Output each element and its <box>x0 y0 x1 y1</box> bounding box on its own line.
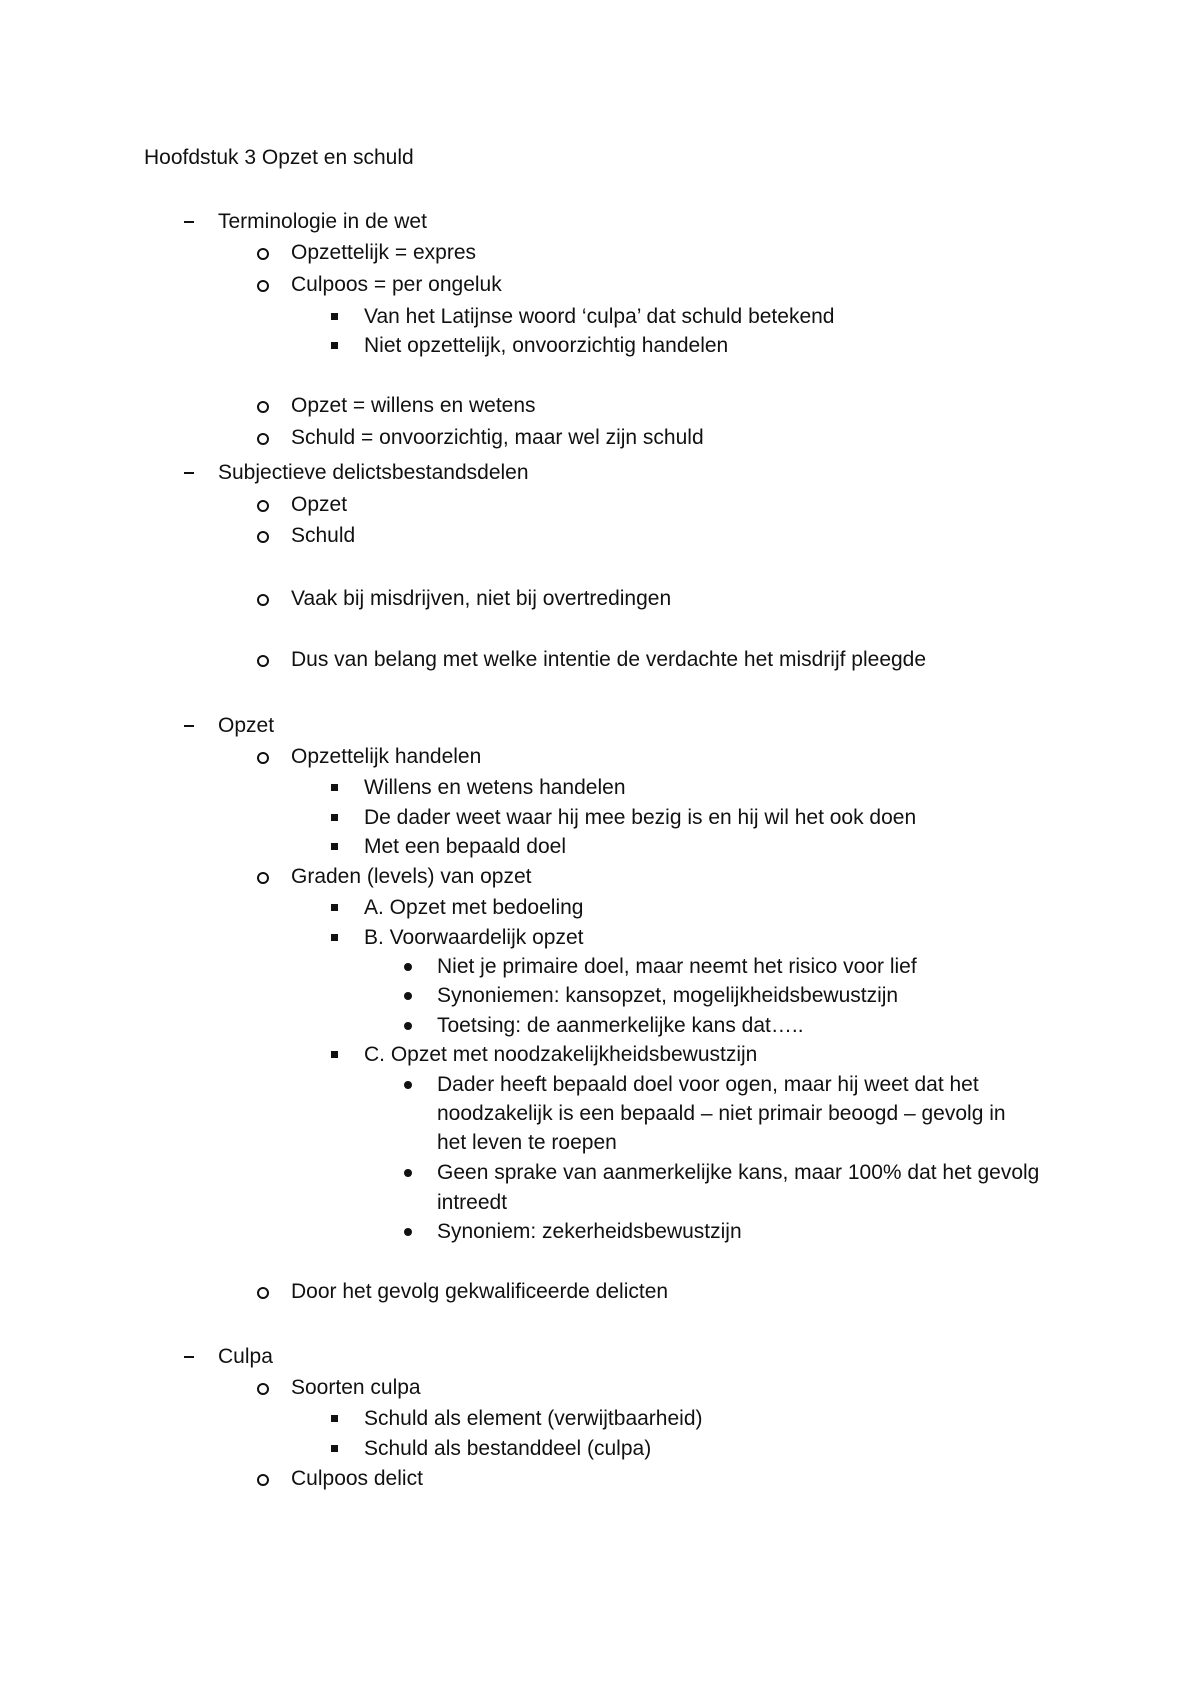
list-item-level-4 <box>437 1014 804 1038</box>
list-item-text: Synoniemen: kansopzet, mogelijkheidsbewustzijn <box>437 984 899 1007</box>
list-item-level-2 <box>291 648 926 672</box>
list-item-level-2 <box>291 1280 668 1304</box>
list-item-text: Opzet <box>291 493 348 516</box>
list-item-text: Schuld als element (verwijtbaarheid) <box>364 1407 703 1430</box>
square-bullet-icon <box>331 313 338 320</box>
list-item-text: Van het Latijnse woord ‘culpa’ dat schuld betekend <box>364 305 835 328</box>
dash-bullet-icon <box>184 221 194 223</box>
hollow-circle-bullet-icon <box>257 655 269 667</box>
list-item-text: Opzet = willens en wetens <box>291 394 536 417</box>
list-item-level-3 <box>364 776 626 800</box>
disc-bullet-icon <box>404 1022 412 1030</box>
list-item-text: Opzet <box>218 714 275 737</box>
list-item-text: Schuld <box>291 524 356 547</box>
list-item-level-3 <box>364 896 583 920</box>
list-item-level-1 <box>218 714 274 738</box>
list-item-level-2 <box>291 1467 423 1491</box>
hollow-circle-bullet-icon <box>257 401 269 413</box>
list-item-text: Opzettelijk handelen <box>291 745 482 768</box>
list-item-text: Synoniem: zekerheidsbewustzijn <box>437 1220 742 1243</box>
list-item-level-2 <box>291 426 704 450</box>
list-item-level-2 <box>291 493 347 517</box>
list-item-text: Culpoos = per ongeluk <box>291 273 502 296</box>
list-item-level-3 <box>364 334 728 358</box>
square-bullet-icon <box>331 1051 338 1058</box>
page-title: Hoofdstuk 3 Opzet en schuld <box>144 146 414 169</box>
list-item-level-1 <box>218 210 427 234</box>
dash-bullet-icon <box>184 472 194 474</box>
hollow-circle-bullet-icon <box>257 280 269 292</box>
hollow-circle-bullet-icon <box>257 1287 269 1299</box>
list-item-text: Culpa <box>218 1345 273 1368</box>
list-item-text: noodzakelijk is een bepaald – niet primair beoogd – gevolg in <box>437 1102 1006 1125</box>
list-item-text: Graden (levels) van opzet <box>291 865 532 888</box>
list-item-text: Niet je primaire doel, maar neemt het risico voor lief <box>437 955 917 978</box>
hollow-circle-bullet-icon <box>257 1383 269 1395</box>
list-item-level-2 <box>291 524 355 548</box>
list-item-text: Niet opzettelijk, onvoorzichtig handelen <box>364 334 729 357</box>
square-bullet-icon <box>331 904 338 911</box>
list-item-level-4 <box>437 1220 742 1244</box>
list-item-text: B. Voorwaardelijk opzet <box>364 926 584 949</box>
list-item-level-3 <box>364 305 834 329</box>
list-item-text: Willens en wetens handelen <box>364 776 626 799</box>
disc-bullet-icon <box>404 992 412 1000</box>
list-item-level-3 <box>364 806 916 830</box>
list-item-level-2 <box>291 273 502 297</box>
list-item-level-2 <box>291 394 536 418</box>
hollow-circle-bullet-icon <box>257 594 269 606</box>
list-item-level-1 <box>218 1345 273 1369</box>
disc-bullet-icon <box>404 1169 412 1177</box>
list-item-text: Geen sprake van aanmerkelijke kans, maar 100% dat het gevolg <box>437 1161 1040 1184</box>
disc-bullet-icon <box>404 1228 412 1236</box>
hollow-circle-bullet-icon <box>257 248 269 260</box>
list-item-level-4 <box>437 955 917 979</box>
hollow-circle-bullet-icon <box>257 531 269 543</box>
list-item-text: het leven te roepen <box>437 1131 617 1154</box>
square-bullet-icon <box>331 784 338 791</box>
list-item-text: Met een bepaald doel <box>364 835 566 858</box>
list-item-level-3 <box>364 926 583 950</box>
list-item-continuation <box>437 1191 507 1215</box>
list-item-text: A. Opzet met bedoeling <box>364 896 584 919</box>
list-item-text: Culpoos delict <box>291 1467 423 1490</box>
square-bullet-icon <box>331 1415 338 1422</box>
hollow-circle-bullet-icon <box>257 752 269 764</box>
square-bullet-icon <box>331 1445 338 1452</box>
list-item-text: Door het gevolg gekwalificeerde delicten <box>291 1280 669 1303</box>
list-item-level-4 <box>437 1073 979 1097</box>
list-item-continuation <box>437 1131 617 1155</box>
list-item-level-2 <box>291 241 476 265</box>
list-item-level-2 <box>291 745 481 769</box>
list-item-level-3 <box>364 835 566 859</box>
list-item-text: Dader heeft bepaald doel voor ogen, maar hij weet dat het <box>437 1073 979 1096</box>
square-bullet-icon <box>331 934 338 941</box>
square-bullet-icon <box>331 814 338 821</box>
list-item-text: Toetsing: de aanmerkelijke kans dat….. <box>437 1014 804 1037</box>
list-item-text: Schuld = onvoorzichtig, maar wel zijn schuld <box>291 426 704 449</box>
square-bullet-icon <box>331 843 338 850</box>
list-item-level-2 <box>291 865 531 889</box>
list-item-level-2 <box>291 587 671 611</box>
list-item-level-4 <box>437 984 898 1008</box>
list-item-level-3 <box>364 1043 757 1067</box>
list-item-level-4 <box>437 1161 1039 1185</box>
list-item-level-3 <box>364 1407 703 1431</box>
list-item-level-2 <box>291 1376 421 1400</box>
hollow-circle-bullet-icon <box>257 500 269 512</box>
list-item-text: Terminologie in de wet <box>218 210 427 233</box>
list-item-text: Vaak bij misdrijven, niet bij overtredingen <box>291 587 672 610</box>
list-item-continuation <box>437 1102 1006 1126</box>
hollow-circle-bullet-icon <box>257 1474 269 1486</box>
list-item-text: C. Opzet met noodzakelijkheidsbewustzijn <box>364 1043 758 1066</box>
list-item-text: Subjectieve delictsbestandsdelen <box>218 461 529 484</box>
dash-bullet-icon <box>184 1356 194 1358</box>
hollow-circle-bullet-icon <box>257 872 269 884</box>
list-item-text: intreedt <box>437 1191 508 1214</box>
disc-bullet-icon <box>404 1081 412 1089</box>
hollow-circle-bullet-icon <box>257 433 269 445</box>
disc-bullet-icon <box>404 963 412 971</box>
list-item-level-1 <box>218 461 529 485</box>
list-item-text: Schuld als bestanddeel (culpa) <box>364 1437 652 1460</box>
dash-bullet-icon <box>184 725 194 727</box>
square-bullet-icon <box>331 342 338 349</box>
list-item-text: Soorten culpa <box>291 1376 421 1399</box>
list-item-text: Dus van belang met welke intentie de verdachte het misdrijf pleegde <box>291 648 927 671</box>
list-item-text: De dader weet waar hij mee bezig is en hij wil het ook doen <box>364 806 917 829</box>
list-item-level-3 <box>364 1437 651 1461</box>
list-item-text: Opzettelijk = expres <box>291 241 477 264</box>
